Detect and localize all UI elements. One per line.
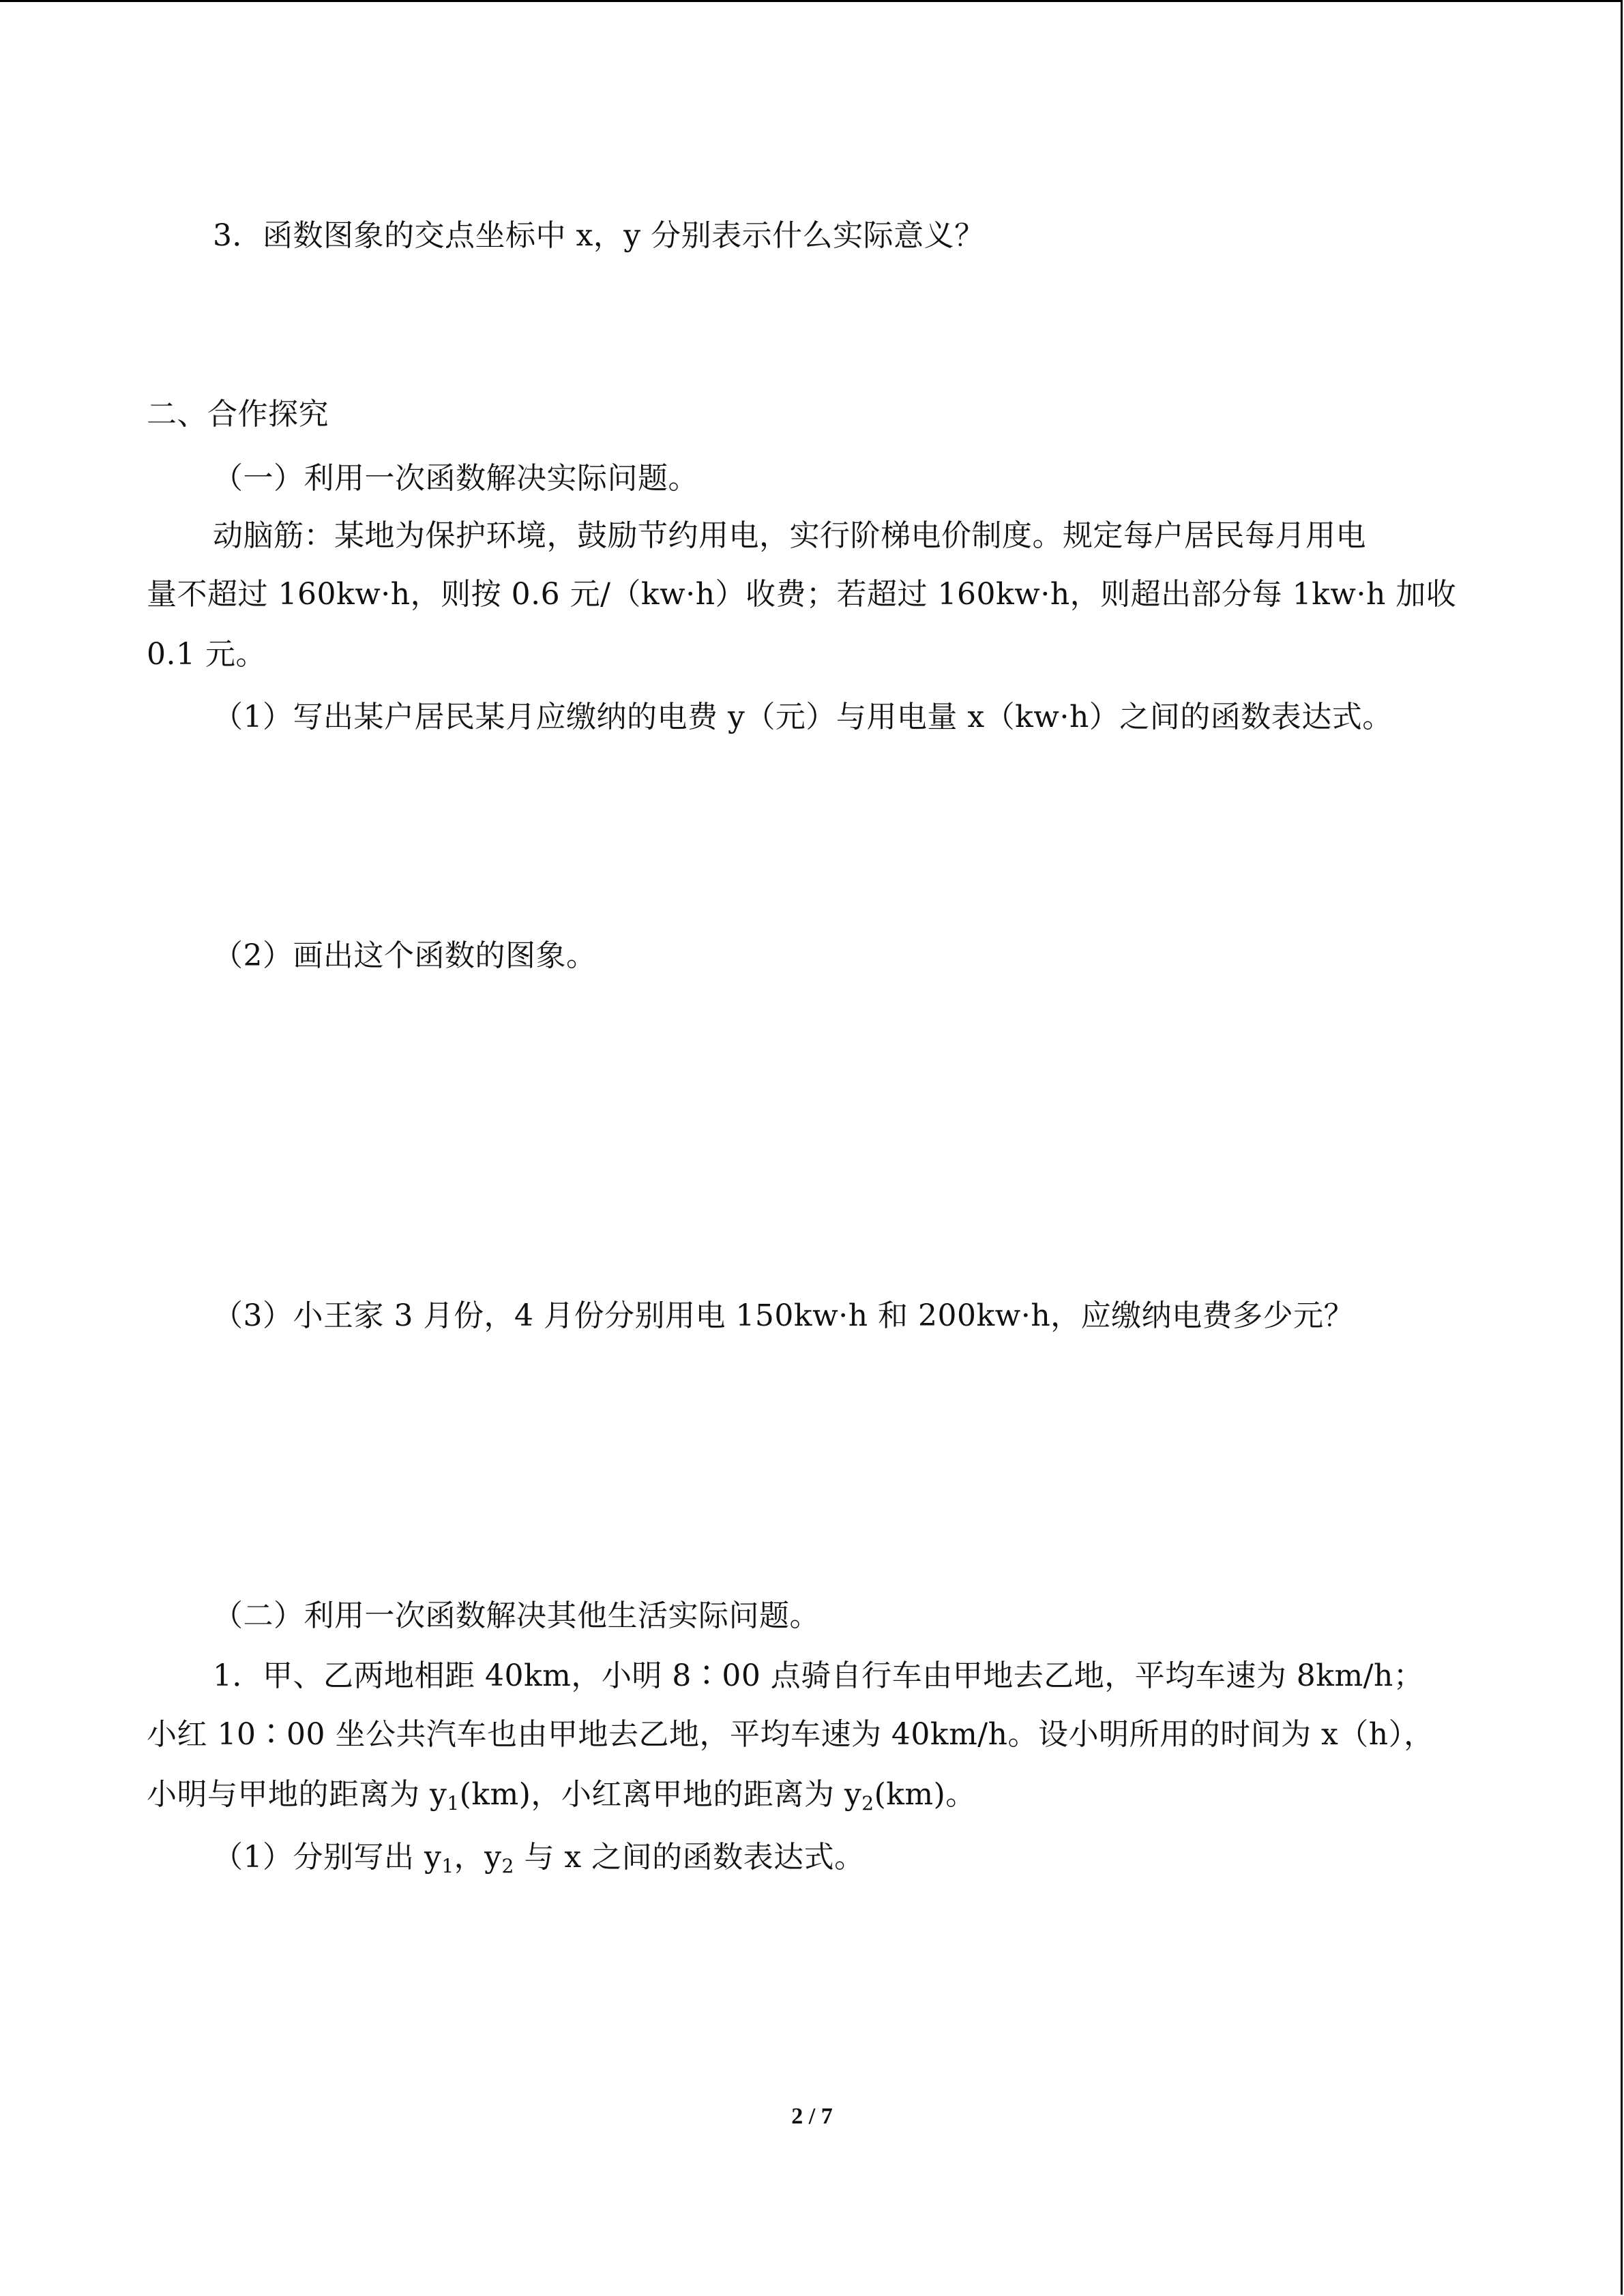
part-2-sub-question-1: [213, 1837, 865, 1878]
text-segment: ，y: [454, 1840, 502, 1875]
subscript: 1: [447, 1792, 460, 1815]
part-1-heading: （一）利用一次函数解决实际问题。: [213, 461, 698, 496]
part-2-problem-line-1: 1．甲、乙两地相距 40km，小明 8∶00 点骑自行车由甲地去乙地，平均车速为 8km/h；: [213, 1658, 1424, 1693]
part-1-problem-line-3: 0.1 元。: [147, 637, 266, 672]
text-segment: (km)。: [874, 1777, 976, 1812]
subscript: 2: [861, 1792, 874, 1815]
question-3: 3．函数图象的交点坐标中 x，y 分别表示什么实际意义？: [213, 218, 985, 253]
part-2-problem-line-3: [147, 1774, 976, 1815]
text-segment: 小明与甲地的距离为 y: [147, 1777, 447, 1812]
part-1-sub-question-1: （1）写出某户居民某月应缴纳的电费 y（元）与用电量 x（kw·h）之间的函数表达式。: [213, 700, 1393, 734]
part-1-sub-question-3: （3）小王家 3 月份，4 月份分别用电 150kw·h 和 200kw·h，应缴纳电费多少元？: [213, 1298, 1355, 1333]
part-2-heading: （二）利用一次函数解决其他生活实际问题。: [213, 1598, 820, 1633]
page-number: 2 / 7: [791, 2104, 833, 2129]
text-segment: 与 x 之间的函数表达式。: [514, 1840, 865, 1875]
part-1-sub-question-2: （2）画出这个函数的图象。: [213, 938, 597, 973]
text-segment: （1）分别写出 y: [213, 1840, 442, 1875]
subscript: 2: [501, 1855, 514, 1877]
text-segment: (km)，小红离甲地的距离为 y: [459, 1777, 862, 1812]
part-1-problem-line-2: 量不超过 160kw·h，则按 0.6 元/（kw·h）收费；若超过 160kw·h，则超出部分每 1kw·h 加收: [147, 577, 1457, 612]
part-1-problem-line-1: 动脑筋：某地为保护环境，鼓励节约用电，实行阶梯电价制度。规定每户居民每月用电: [213, 518, 1366, 553]
section-heading: 二、合作探究: [147, 397, 329, 432]
subscript: 1: [441, 1855, 454, 1877]
part-2-problem-line-2: 小红 10∶00 坐公共汽车也由甲地去乙地，平均车速为 40km/h。设小明所用的时间为 x（h），: [147, 1717, 1434, 1752]
